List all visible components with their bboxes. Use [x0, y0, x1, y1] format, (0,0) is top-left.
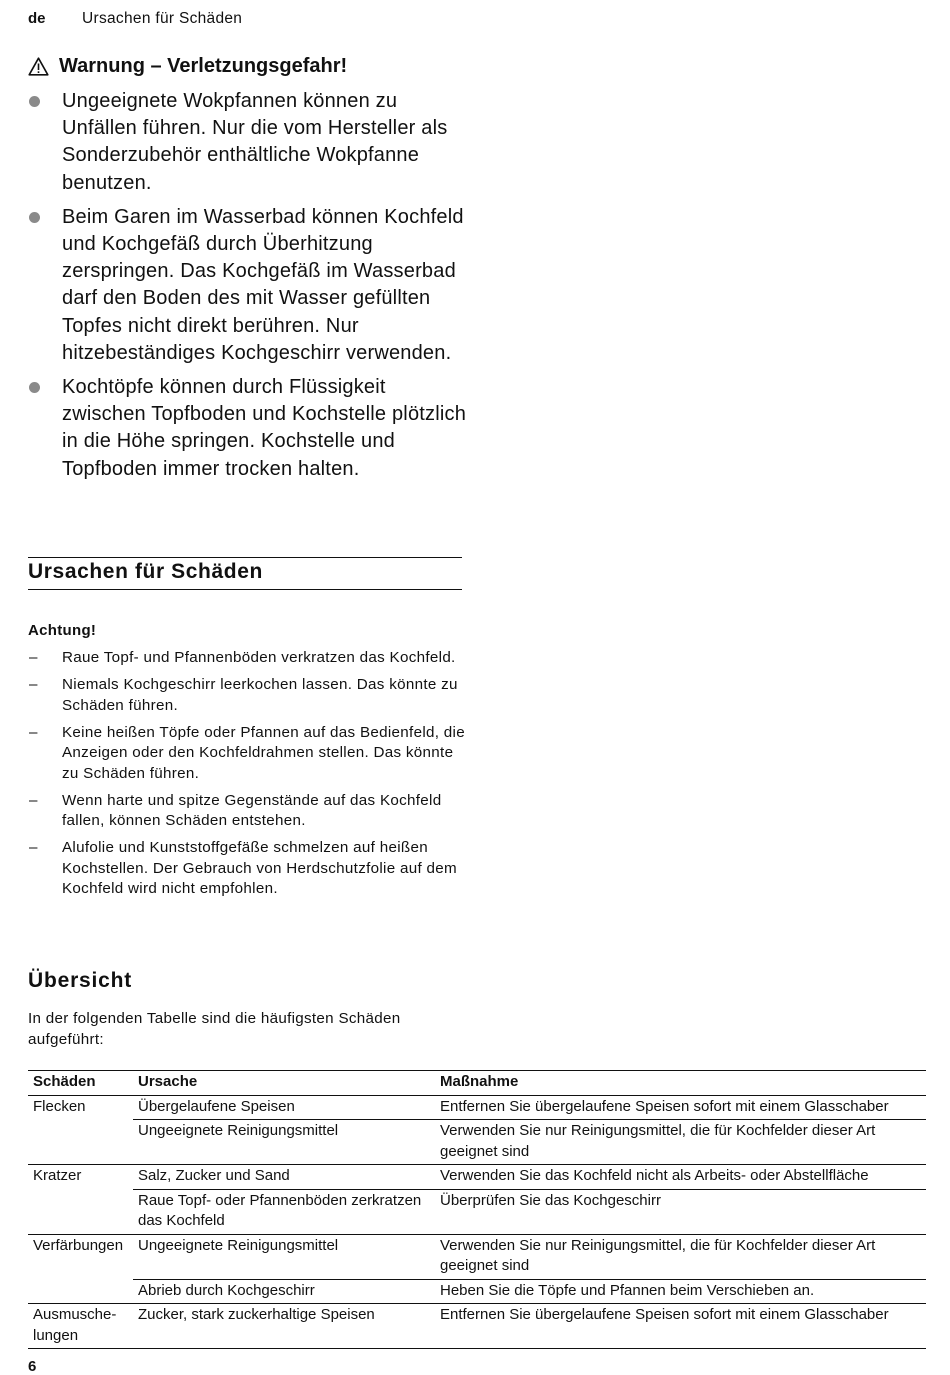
header-language: de [28, 10, 46, 27]
cell-damage: Flecken [28, 1095, 133, 1120]
bullet-dot-icon [29, 96, 40, 107]
caution-item: – Wenn harte und spitze Gegenstände auf das Kochfeld fallen, können Schäden entstehen. [29, 791, 442, 829]
table-row [28, 1120, 926, 1165]
table-row [28, 1095, 926, 1120]
table-row [28, 1304, 926, 1349]
cell-damage [28, 1120, 133, 1165]
cell-cause: Salz, Zucker und Sand [133, 1165, 435, 1190]
table-header-row [28, 1071, 926, 1096]
cell-damage [28, 1279, 133, 1304]
caution-item: – Raue Topf- und Pfannenböden verkratzen das Kochfeld. [29, 649, 456, 666]
bullet-dot-icon [29, 212, 40, 223]
table-row [28, 1234, 926, 1279]
warning-list [28, 88, 468, 490]
caution-item: – Niemals Kochgeschirr leerkochen lassen. Das könnte zu Schäden führen. [29, 676, 458, 714]
table-row [28, 1189, 926, 1234]
overview-intro: In der folgenden Tabelle sind die häufigsten Schäden aufgeführt: [28, 1010, 401, 1048]
cell-cause: Abrieb durch Kochgeschirr [133, 1279, 435, 1304]
cell-action: Verwenden Sie nur Reinigungsmittel, die für Kochfelder dieser Art geeignet sind [435, 1120, 926, 1165]
overview-title: Übersicht [28, 969, 133, 992]
table-row [28, 1165, 926, 1190]
caution-list [28, 648, 468, 906]
warning-item: Ungeeignete Wokpfannen können zu Unfällen führen. Nur die vom Hersteller als Sonderzubehör enthältliche Wokpfanne benutzen. [28, 88, 468, 197]
cell-action: Entfernen Sie übergelaufene Speisen sofort mit einem Glasschaber [435, 1095, 926, 1120]
cell-cause: Übergelaufene Speisen [133, 1095, 435, 1120]
cell-action: Heben Sie die Töpfe und Pfannen beim Verschieben an. [435, 1279, 926, 1304]
cell-cause: Raue Topf- oder Pfannenböden zerkratzen das Kochfeld [133, 1189, 435, 1234]
cell-damage: Kratzer [28, 1165, 133, 1190]
cell-cause: Ungeeignete Reinigungsmittel [133, 1120, 435, 1165]
section-title: Ursachen für Schäden [28, 560, 263, 583]
bullet-dot-icon [29, 382, 40, 393]
header-title: Ursachen für Schäden [82, 10, 243, 27]
warning-title: Warnung – Verletzungsgefahr! [59, 55, 348, 77]
column-header-action: Maßnahme [435, 1071, 926, 1096]
cell-action: Entfernen Sie übergelaufene Speisen sofort mit einem Glasschaber [435, 1304, 926, 1349]
warning-heading [28, 55, 347, 78]
cell-action: Verwenden Sie nur Reinigungsmittel, die für Kochfelder dieser Art geeignet sind [435, 1234, 926, 1279]
caution-label: Achtung! [28, 622, 97, 639]
cell-action: Verwenden Sie das Kochfeld nicht als Arbeits- oder Abstellfläche [435, 1165, 926, 1190]
cell-damage: Verfärbungen [28, 1234, 133, 1279]
caution-item: – Keine heißen Töpfe oder Pfannen auf das Bedienfeld, die Anzeigen oder den Kochfeldrahmen stellen. Das könnte zu Schäden führen. [29, 723, 465, 782]
warning-triangle-icon [28, 57, 49, 76]
warning-item: Beim Garen im Wasserbad können Kochfeld und Kochgefäß durch Überhitzung zerspringen. Das Kochgefäß im Wasserbad darf den Boden des mit Wasser gefüllten Topfes nicht direkt berühren. Nur hitzebeständiges Kochgeschirr verwenden. [28, 204, 468, 367]
cell-cause: Ungeeignete Reinigungsmittel [133, 1234, 435, 1279]
cell-action: Überprüfen Sie das Kochgeschirr [435, 1189, 926, 1234]
cell-damage: Ausmusche-lungen [28, 1304, 133, 1349]
table-row [28, 1279, 926, 1304]
damage-table [28, 1070, 926, 1349]
section-rule-bottom [28, 589, 462, 590]
cell-cause: Zucker, stark zuckerhaltige Speisen [133, 1304, 435, 1349]
page-number: 6 [28, 1358, 37, 1375]
warning-item: Kochtöpfe können durch Flüssigkeit zwischen Topfboden und Kochstelle plötzlich in die Höhe springen. Kochstelle und Topfboden immer trocken halten. [28, 374, 468, 483]
cell-damage [28, 1189, 133, 1234]
column-header-cause: Ursache [133, 1071, 435, 1096]
column-header-damage: Schäden [28, 1071, 133, 1096]
caution-item: – Alufolie und Kunststoffgefäße schmelzen auf heißen Kochstellen. Der Gebrauch von Herdschutzfolie auf dem Kochfeld wird nicht empfohlen. [29, 839, 457, 897]
section-rule-top [28, 557, 462, 558]
